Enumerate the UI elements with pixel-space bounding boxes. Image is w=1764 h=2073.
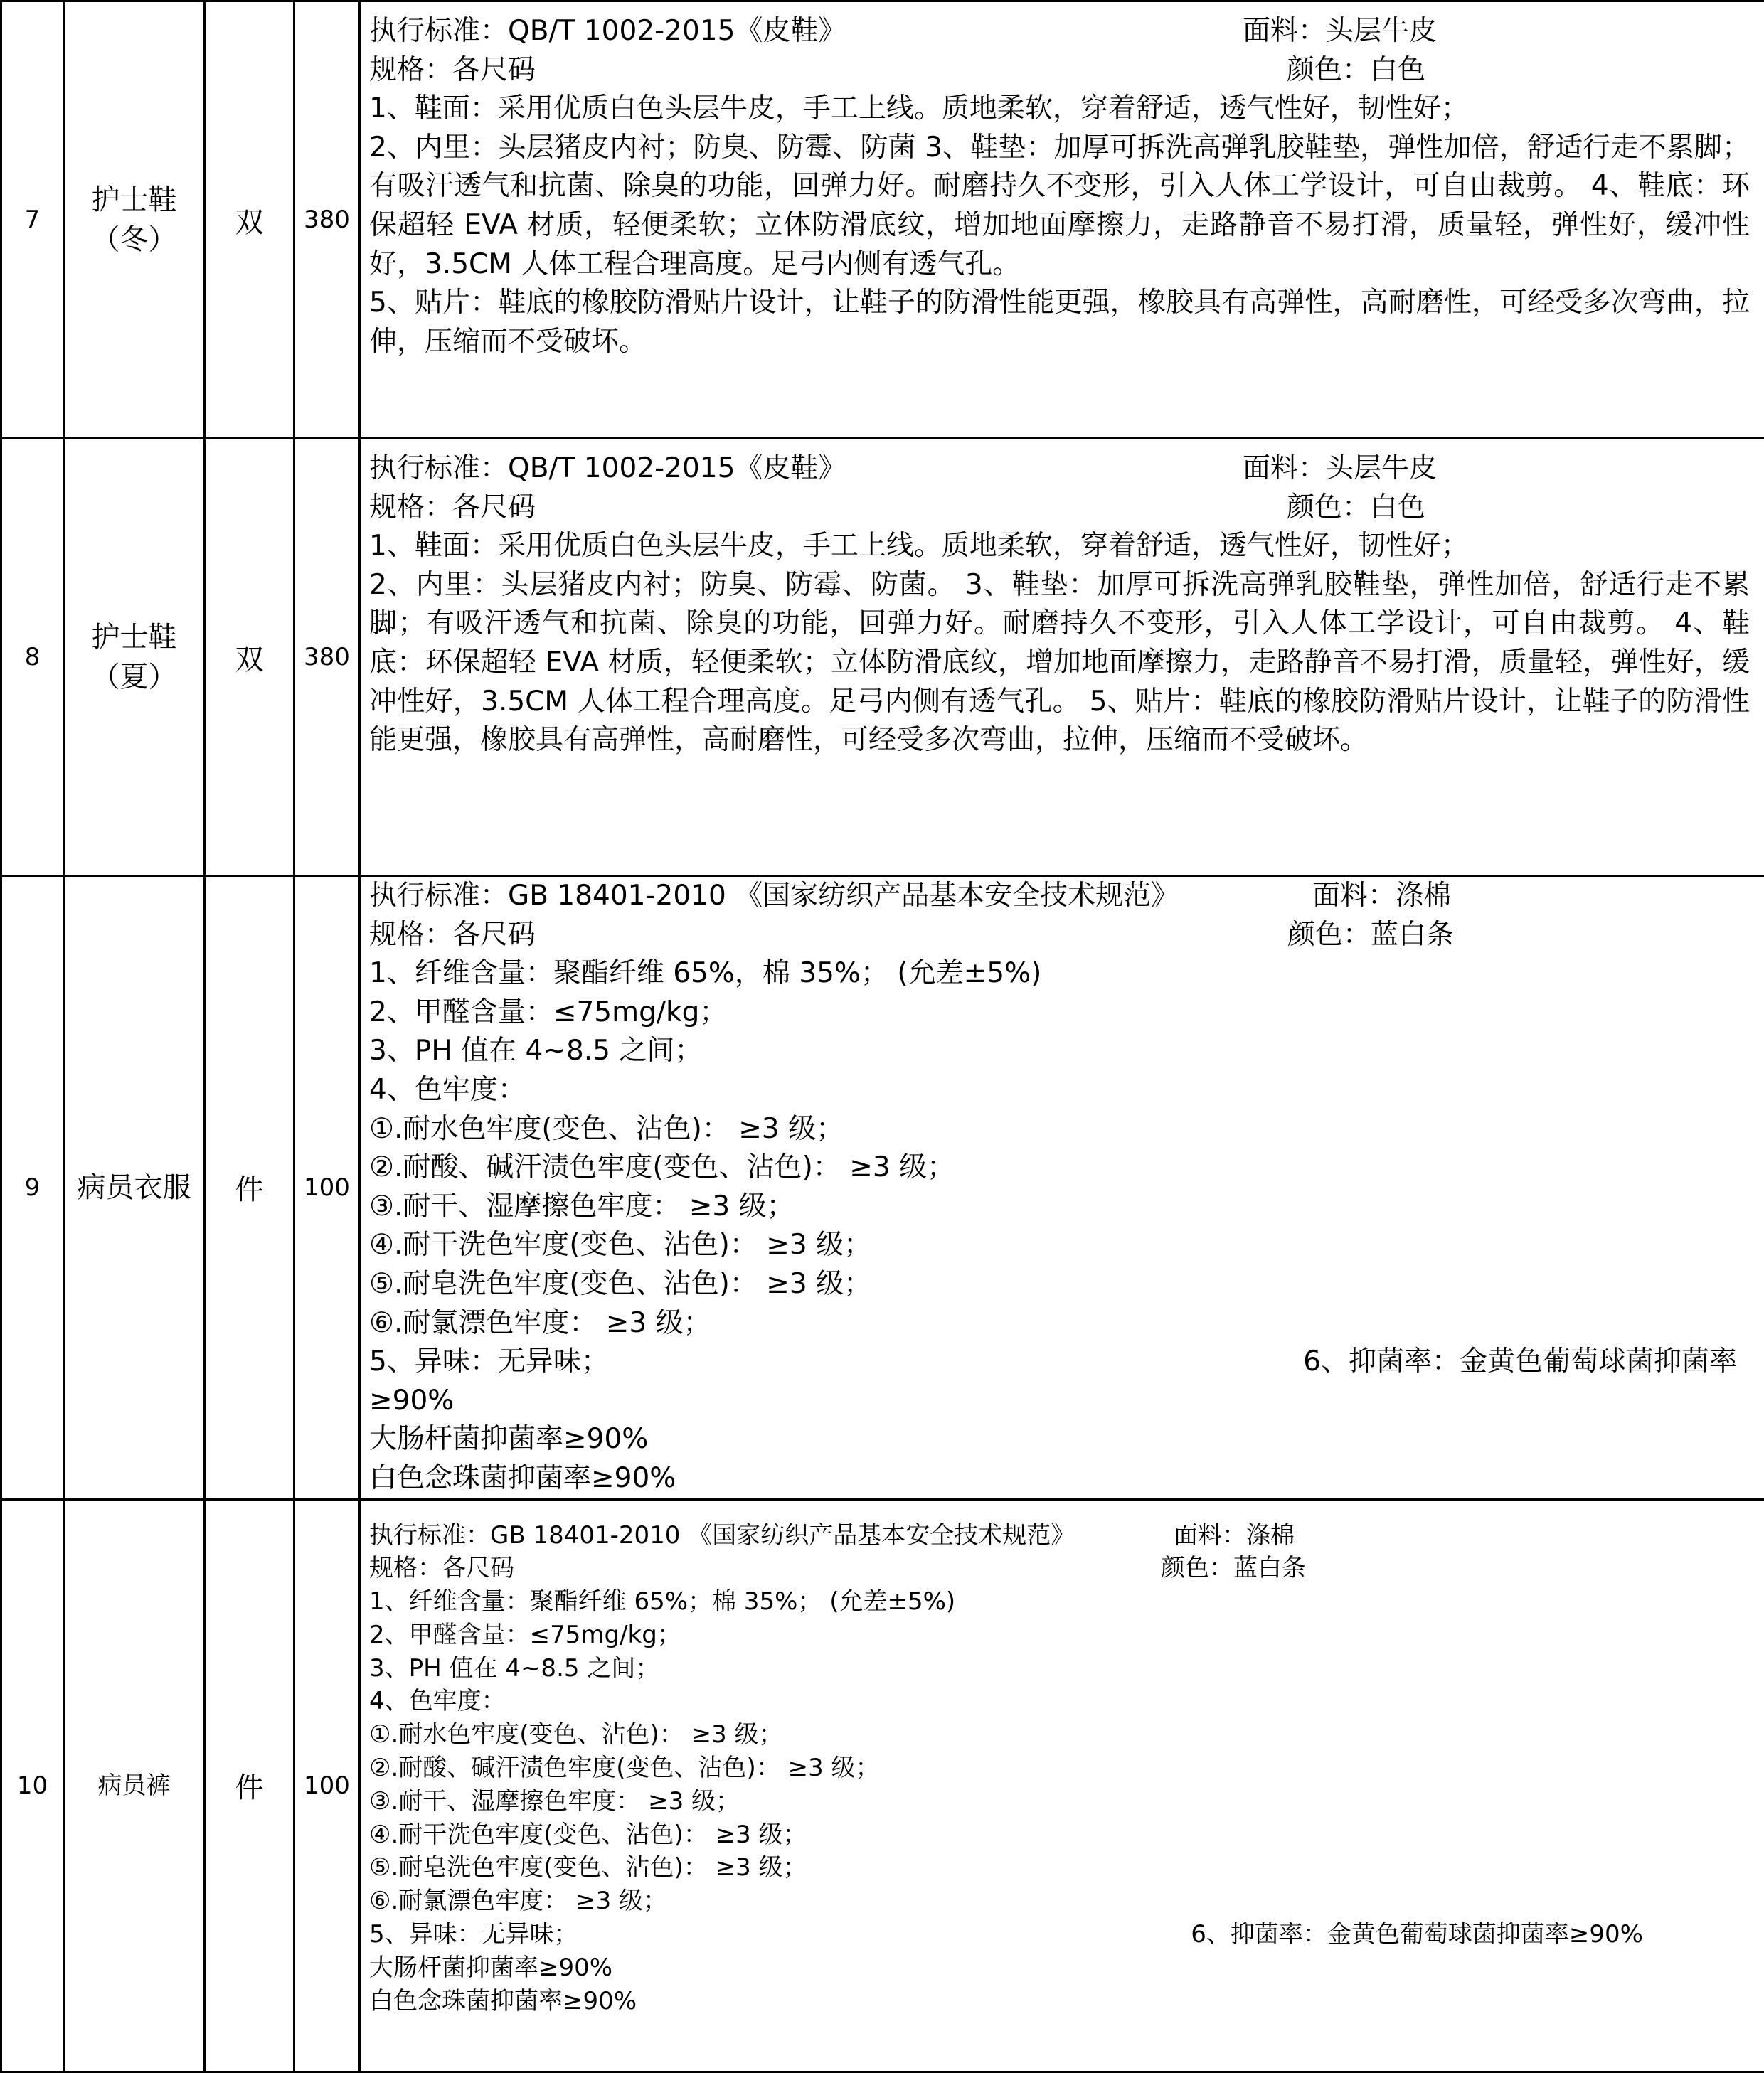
- spec-line: 3、PH 值在 4~8.5 之间；: [369, 1653, 660, 1683]
- spec-line: 白色念珠菌抑菌率≥90%: [369, 1986, 637, 2015]
- spec-color: 颜色：蓝白条: [1161, 1554, 1306, 1583]
- spec-line: ③.耐干、湿摩擦色牢度： ≥3 级；: [369, 1786, 740, 1816]
- spec-line: ⑥.耐氯漂色牢度： ≥3 级；: [369, 1306, 711, 1339]
- row-number: 9: [1, 876, 64, 1500]
- item-spec: [360, 876, 1764, 1500]
- item-unit: 双: [205, 439, 294, 876]
- row-number: 8: [1, 439, 64, 876]
- item-spec: [360, 1499, 1764, 2072]
- spec-color: 颜色：蓝白条: [1287, 918, 1454, 951]
- spec-line: [369, 1918, 1750, 1951]
- spec-paragraph: 2、内里：头层猪皮内衬；防臭、防霉、防菌 3、鞋垫：加厚可拆洗高弹乳胶鞋垫，弹性加倍，舒适行走不累脚；有吸汗透气和抗菌、除臭的功能，回弹力好。耐磨持久不变形，引入人体工学设计，可自由裁剪。 4、鞋底：环保超轻 EVA 材质，轻便柔软；立体防滑底纹，增加地面摩擦力，走路静音不易打滑，质量轻，弹性好，缓冲性好，3.5CM 人体工程合理高度。足弓内侧有透气孔。: [369, 131, 1750, 280]
- item-quantity: 380: [294, 439, 360, 876]
- spec-size: 规格：各尺码: [369, 918, 536, 951]
- spec-odor: 5、异味：无异味；: [369, 1345, 609, 1378]
- spec-line: 3、PH 值在 4~8.5 之间；: [369, 1035, 703, 1067]
- spec-color: 颜色：白色: [1286, 491, 1425, 523]
- spec-odor: 5、异味：无异味；: [369, 1920, 578, 1949]
- row-number: 10: [1, 1499, 64, 2072]
- spec-paragraph: 1、鞋面：采用优质白色头层牛皮，手工上线。质地柔软，穿着舒适，透气性好，韧性好；: [369, 92, 1469, 125]
- spec-line: 4、色牢度：: [369, 1687, 506, 1716]
- spec-line: ⑥.耐氯漂色牢度： ≥3 级；: [369, 1887, 668, 1916]
- spec-paragraph: 5、贴片：鞋底的橡胶防滑贴片设计，让鞋子的防滑性能更强，橡胶具有高弹性，高耐磨性，可经受多次弯曲，拉伸，压缩而不受破坏。: [369, 287, 1750, 358]
- item-unit: 件: [205, 876, 294, 1500]
- spec-fabric: 面料：头层牛皮: [1242, 452, 1437, 484]
- spec-standard: 执行标准：GB 18401-2010 《国家纺织产品基本安全技术规范》: [369, 880, 1179, 912]
- spec-standard-line: [369, 12, 1750, 51]
- spec-size-line: [369, 51, 1750, 90]
- spec-fabric: 面料：头层牛皮: [1242, 15, 1437, 47]
- spec-line: 1、纤维含量：聚酯纤维 65%，棉 35%； (允差±5%): [369, 957, 1042, 990]
- item-unit: 双: [205, 1, 294, 439]
- spec-paragraph: 2、内里：头层猪皮内衬；防臭、防霉、防菌。 3、鞋垫：加厚可拆洗高弹乳胶鞋垫，弹性加倍，舒适行走不累脚；有吸汗透气和抗菌、除臭的功能，回弹力好。耐磨持久不变形，引入人体工学设计，可自由裁剪。 4、鞋底：环保超轻 EVA 材质，轻便柔软；立体防滑底纹，增加地面摩擦力，走路静音不易打滑，质量轻，弹性好，缓冲性好，3.5CM 人体工程合理高度。足弓内侧有透气孔。 5、贴片：鞋底的橡胶防滑贴片设计，让鞋子的防滑性能更强，橡胶具有高弹性，高耐磨性，可经受多次弯曲，拉伸，压缩而不受破坏。: [369, 568, 1750, 757]
- spec-standard: 执行标准：QB/T 1002-2015《皮鞋》: [369, 452, 846, 484]
- spec-color: 颜色：白色: [1286, 53, 1425, 86]
- spec-size-line: [369, 916, 1750, 955]
- item-quantity: 100: [294, 1499, 360, 2072]
- item-name: 护士鞋（夏）: [64, 439, 205, 876]
- spec-line: ④.耐干洗色牢度(变色、沾色)： ≥3 级；: [369, 1820, 807, 1849]
- spec-line: ②.耐酸、碱汗渍色牢度(变色、沾色)： ≥3 级；: [369, 1754, 880, 1783]
- spec-line: 白色念珠菌抑菌率≥90%: [369, 1461, 676, 1494]
- spec-standard-line: [369, 449, 1750, 489]
- spec-line: 大肠杆菌抑菌率≥90%: [369, 1953, 613, 1982]
- item-name: 护士鞋（冬）: [64, 1, 205, 439]
- row-number: 7: [1, 1, 64, 439]
- spec-line: ②.耐酸、碱汗渍色牢度(变色、沾色)： ≥3 级；: [369, 1151, 955, 1184]
- spec-antibacterial: 6、抑菌率：金黄色葡萄球菌抑菌率: [1303, 1345, 1737, 1378]
- spec-line: 大肠杆菌抑菌率≥90%: [369, 1423, 649, 1456]
- table-row: [1, 1499, 1764, 2072]
- spec-line: 1、纤维含量：聚酯纤维 65%；棉 35%； (允差±5%): [369, 1587, 956, 1616]
- spec-antibacterial: 6、抑菌率：金黄色葡萄球菌抑菌率≥90%: [1191, 1920, 1643, 1949]
- table-row: [1, 1, 1764, 439]
- spec-fabric: 面料：涤棉: [1312, 880, 1451, 912]
- item-name: 病员衣服: [64, 876, 205, 1500]
- spec-line: ≥90%: [369, 1384, 455, 1417]
- spec-line: 2、甲醛含量：≤75mg/kg；: [369, 1620, 681, 1649]
- spec-size: 规格：各尺码: [369, 1554, 514, 1583]
- item-name: 病员裤: [64, 1499, 205, 2072]
- table-row: [1, 876, 1764, 1500]
- spec-standard-line: [369, 877, 1750, 916]
- table-row: [1, 439, 1764, 876]
- spec-size-line: [369, 489, 1750, 528]
- spec-line: 4、色牢度：: [369, 1073, 526, 1106]
- spec-size: 规格：各尺码: [369, 491, 536, 523]
- item-quantity: 380: [294, 1, 360, 439]
- spec-size: 规格：各尺码: [369, 53, 536, 86]
- spec-standard: 执行标准：QB/T 1002-2015《皮鞋》: [369, 15, 846, 47]
- spec-line: ①.耐水色牢度(变色、沾色)： ≥3 级；: [369, 1720, 783, 1749]
- spec-size-line: [369, 1552, 1750, 1585]
- item-spec: [360, 1, 1764, 439]
- spec-standard-line: [369, 1519, 1750, 1552]
- spec-line: ①.耐水色牢度(变色、沾色)： ≥3 级；: [369, 1112, 844, 1145]
- item-unit: 件: [205, 1499, 294, 2072]
- item-spec: [360, 439, 1764, 876]
- spec-line: ⑤.耐皂洗色牢度(变色、沾色)： ≥3 级；: [369, 1853, 807, 1882]
- item-quantity: 100: [294, 876, 360, 1500]
- spec-line: ③.耐干、湿摩擦色牢度： ≥3 级；: [369, 1190, 795, 1222]
- spec-standard: 执行标准：GB 18401-2010 《国家纺织产品基本安全技术规范》: [369, 1520, 1075, 1550]
- spec-fabric: 面料：涤棉: [1174, 1520, 1295, 1550]
- spec-paragraph: 1、鞋面：采用优质白色头层牛皮，手工上线。质地柔软，穿着舒适，透气性好，韧性好；: [369, 530, 1469, 563]
- spec-line: 2、甲醛含量：≤75mg/kg；: [369, 996, 728, 1028]
- spec-line: ⑤.耐皂洗色牢度(变色、沾色)： ≥3 级；: [369, 1267, 872, 1300]
- spec-line: [369, 1343, 1750, 1382]
- spec-line: ④.耐干洗色牢度(变色、沾色)： ≥3 级；: [369, 1229, 872, 1262]
